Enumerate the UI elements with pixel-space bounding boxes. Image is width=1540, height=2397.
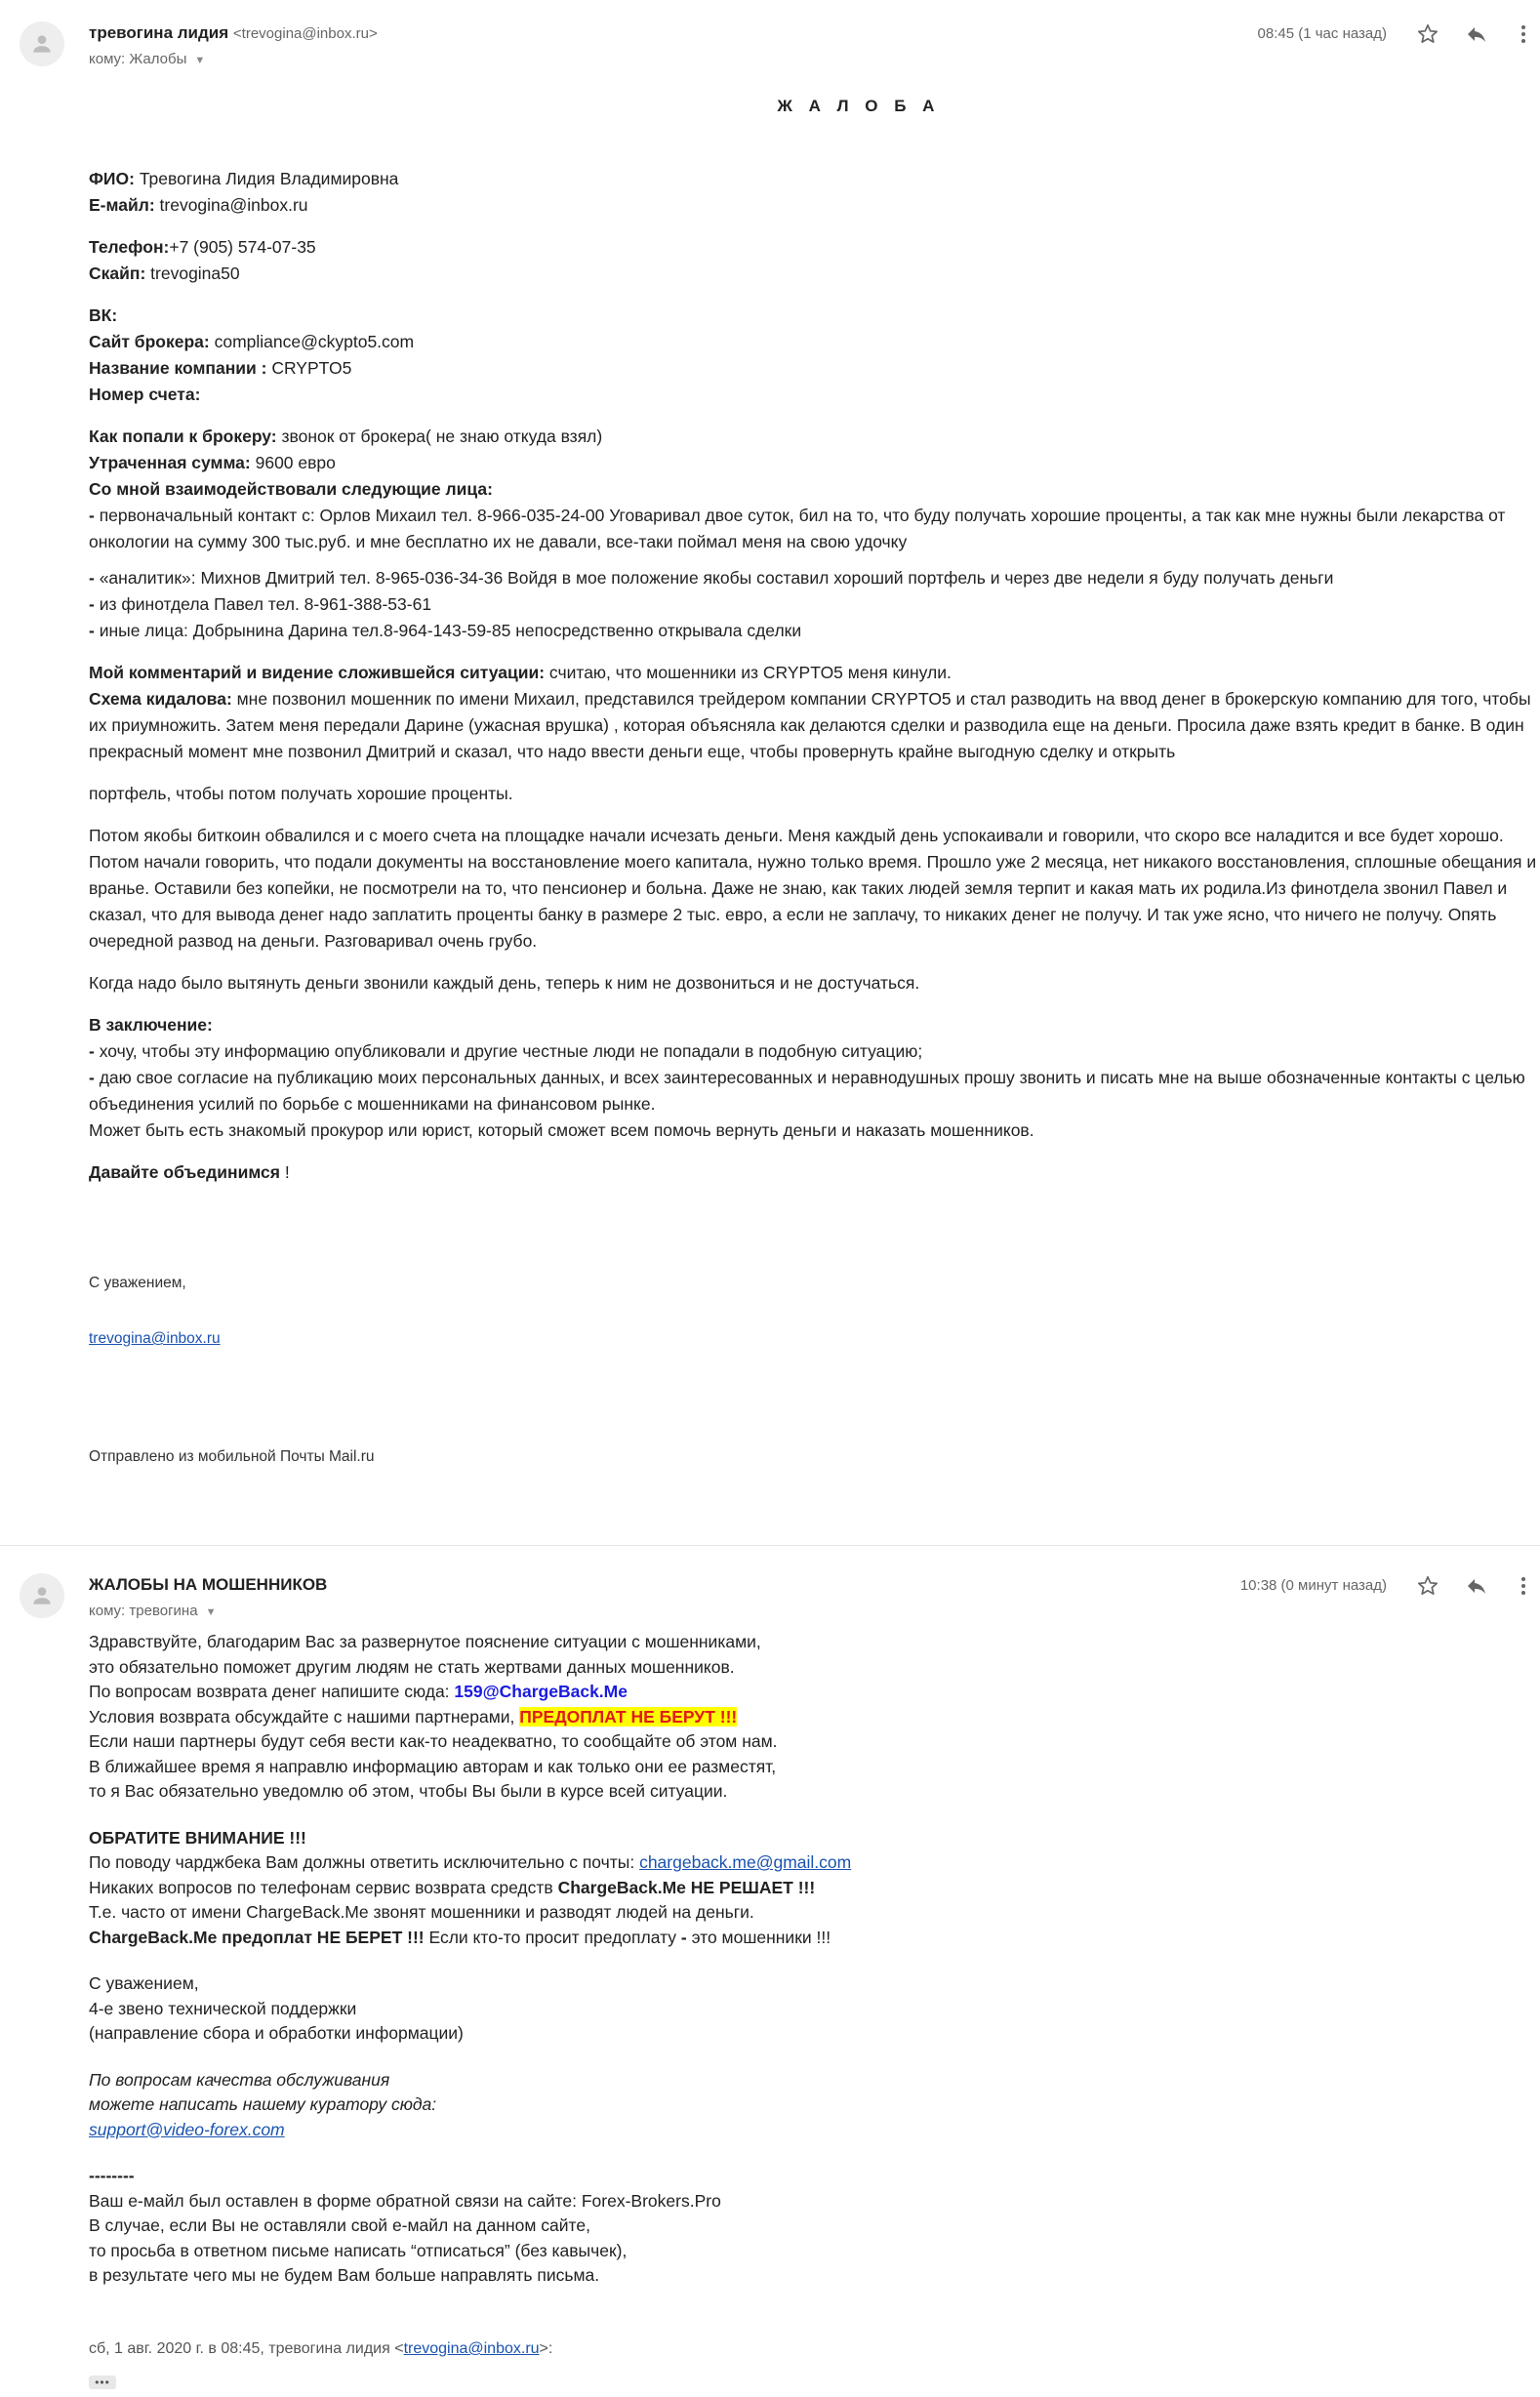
attention-heading: ОБРАТИТЕ ВНИМАНИЕ !!! [89,1827,306,1848]
when-paragraph: Когда надо было вытянуть деньги звонили каждый день, теперь к ним не дозвониться и не достучаться. [89,973,920,993]
recipient-line[interactable]: кому: тревогина ▼ [89,1603,217,1619]
reply-line: Условия возврата обсуждайте с нашими партнерами, ПРЕДОПЛАТ НЕ БЕРУТ !!! [89,1706,738,1727]
person-item: - иные лица: Добрынина Дарина тел.8-964-143-59-85 непосредственно открывала сделки [89,621,802,640]
vk-line: ВК: [89,305,118,325]
message-time: 08:45 (1 час назад) [1257,25,1387,42]
quoted-email-link[interactable]: trevogina@inbox.ru [403,2340,540,2357]
conclusion-item: - хочу, чтобы эту информацию опубликовали и другие честные люди не попадали в подобную ситуацию; [89,1041,923,1061]
regards-line: С уважением, [89,1275,186,1291]
message-time: 10:38 (0 минут назад) [1239,1577,1387,1594]
attention-line: Никаких вопросов по телефонам сервис возврата средств ChargeBack.Me НЕ РЕШАЕТ !!! [89,1877,816,1897]
email-line: Е-майл: trevogina@inbox.ru [89,195,308,215]
regards-line: С уважением, [89,1973,199,1993]
signature-line: (направление сбора и обработки информации) [89,2023,464,2043]
footer-line: то просьба в ответном письме написать “отписаться” (без кавычек), [89,2240,628,2260]
comment-line: Мой комментарий и видение сложившейся ситуации: считаю, что мошенники из CRYPTO5 меня кинули. [89,663,952,682]
reply-line: Если наши партнеры будут себя вести как-то неадекватно, то сообщайте об этом нам. [89,1731,778,1751]
fio-line: ФИО: Тревогина Лидия Владимировна [89,169,399,188]
scheme-paragraph: Схема кидалова: мне позвонил мошенник по имени Михаил, представился трейдером компании CRYPTO5 и стал разводить на ввод денег в брокерскую компанию для того, чтобы их приумножить. Затем меня передали Дарине (ужасная врушка) , которая объясняла как делаются сделки и разводила еще на деньги. Просила даже взять кредит в банке. В один прекрасный момент мне позвонил Дмитрий и сказал, что надо ввести деньги еще, чтобы провернуть крайне выгодную сделку и открыть [89,689,1531,761]
footer-line: в результате чего мы не будем Вам больше направлять письма. [89,2265,600,2285]
footer-line: В случае, если Вы не оставляли свой е-майл на данном сайте, [89,2215,590,2235]
star-icon[interactable] [1415,21,1440,47]
lost-sum-line: Утраченная сумма: 9600 евро [89,453,336,472]
person-item: - первоначальный контакт с: Орлов Михаил тел. 8-966-035-24-00 Уговаривал двое суток, бил на то, что буду получать хорошие проценты, а так как мне нужны были лекарства от онкологии на сумму 300 тыс.руб. и мне бесплатно их не давали, все-таки поймал меня на свою удочку [89,506,1506,551]
star-icon[interactable] [1415,1573,1440,1599]
attention-line: По поводу чарджбека Вам должны ответить исключительно с почты: chargeback.me@gmail.com [89,1852,852,1872]
avatar[interactable] [20,21,64,66]
complaint-title: Ж А Л О Б А [777,97,941,115]
reply-icon[interactable] [1464,1573,1489,1599]
quality-line: По вопросам качества обслуживания [89,2069,390,2090]
signature-line: 4-е звено технической поддержки [89,1998,357,2018]
reply-line: По вопросам возврата денег напишите сюда: 159@ChargeBack.Me [89,1682,628,1701]
message-divider [0,1545,1540,1546]
reply-line: Здравствуйте, благодарим Вас за развернутое пояснение ситуации с мошенниками, [89,1632,761,1651]
conclusion-item: - даю свое согласие на публикацию моих персональных данных, и всех заинтересованных и неравнодушных прошу звонить и писать мне на выше обозначенные контакты с целью объединения усилий по борьбе с мошенниками на финансовом рынке. [89,1068,1525,1114]
sender-name[interactable]: ЖАЛОБЫ НА МОШЕННИКОВ [89,1575,328,1594]
reply-line: В ближайшее время я направлю информацию авторам и как только они ее разместят, [89,1756,777,1776]
person-icon [29,31,55,57]
person-icon [29,1583,55,1608]
sent-from-line: Отправлено из мобильной Почты Mail.ru [89,1448,375,1465]
unite-line: Давайте объединимся ! [89,1162,290,1182]
chevron-down-icon[interactable]: ▼ [205,1606,217,1618]
show-quoted-button[interactable]: ••• [89,2376,116,2389]
skype-line: Скайп: trevogina50 [89,264,240,283]
message-body-1 [89,93,1538,1470]
reply-icon[interactable] [1464,21,1489,47]
portfolio-line: портфель, чтобы потом получать хорошие проценты. [89,784,513,803]
no-prepayment-highlight: ПРЕДОПЛАТ НЕ БЕРУТ !!! [519,1706,738,1727]
conclusion-heading: В заключение: [89,1015,213,1035]
sender-name[interactable]: тревогина лидия <trevogina@inbox.ru> [89,23,378,42]
account-line: Номер счета: [89,385,201,404]
sender-email: <trevogina@inbox.ru> [232,25,378,42]
attention-line: ChargeBack.Me предоплат НЕ БЕРЕТ !!! Если кто-то просит предоплату - это мошенники !!! [89,1927,831,1947]
message-body-2 [89,1630,1455,2289]
chevron-down-icon[interactable]: ▼ [194,55,206,66]
phone-line: Телефон:+7 (905) 574-07-35 [89,237,316,257]
how-line: Как попали к брокеру: звонок от брокера( не знаю откуда взял) [89,427,603,446]
avatar[interactable] [20,1573,64,1618]
more-vert-icon[interactable] [1511,21,1536,47]
chargeback-contact[interactable]: 159@ChargeBack.Me [454,1682,628,1701]
support-email-link[interactable]: support@video-forex.com [89,2119,285,2139]
signature-email-link[interactable]: trevogina@inbox.ru [89,1330,221,1347]
quoted-header: сб, 1 авг. 2020 г. в 08:45, тревогина лидия <trevogina@inbox.ru>: [89,2340,553,2357]
conclusion-item: Может быть есть знакомый прокурор или юрист, который сможет всем помочь вернуть деньги и наказать мошенников. [89,1120,1034,1140]
quality-line: можете написать нашему куратору сюда: [89,2094,437,2114]
company-line: Название компании : CRYPTO5 [89,358,352,378]
reply-line: то я Вас обязательно уведомлю об этом, чтобы Вы были в курсе всей ситуации. [89,1781,728,1801]
chargeback-gmail-link[interactable]: chargeback.me@gmail.com [639,1852,852,1872]
recipient-line[interactable]: кому: Жалобы ▼ [89,51,206,67]
broker-site-line: Сайт брокера: compliance@ckypto5.com [89,332,415,351]
person-item: - «аналитик»: Михнов Дмитрий тел. 8-965-036-34-36 Войдя в мое положение якобы составил хороший портфель и через две недели я буду получать деньги [89,568,1334,588]
persons-heading: Со мной взаимодействовали следующие лица: [89,479,493,499]
bitcoin-paragraph: Потом якобы биткоин обвалился и с моего счета на площадке начали исчезать деньги. Меня каждый день успокаивали и говорили, что скоро все наладится и все будет хорошо. Потом начали говорить, что подали документы на восстановление моего капитала, нужно только время. Прошло уже 2 месяца, нет никакого восстановления, сплошные обещания и вранье. Оставили без копейки, не посмотрели на то, что пенсионер и больна. Даже не знаю, как таких людей земля терпит и какая мать их родила.Из финотдела звонил Павел и сказал, что для вывода денег надо заплатить проценты банку в размере 2 тыс. евро, а если не заплачу, то никаких денег не получу. И так уже ясно, что ничего не получу. Опять очередной развод на деньги. Разговаривал очень грубо. [89,826,1537,951]
attention-line: Т.е. часто от имени ChargeBack.Me звонят мошенники и разводят людей на деньги. [89,1902,754,1922]
person-item: - из финотдела Павел тел. 8-961-388-53-61 [89,594,432,614]
separator-line: -------- [89,2166,135,2185]
footer-line: Ваш е-майл был оставлен в форме обратной связи на сайте: Forex-Brokers.Pro [89,2190,721,2211]
more-vert-icon[interactable] [1511,1573,1536,1599]
reply-line: это обязательно поможет другим людям не стать жертвами данных мошенников. [89,1656,735,1677]
